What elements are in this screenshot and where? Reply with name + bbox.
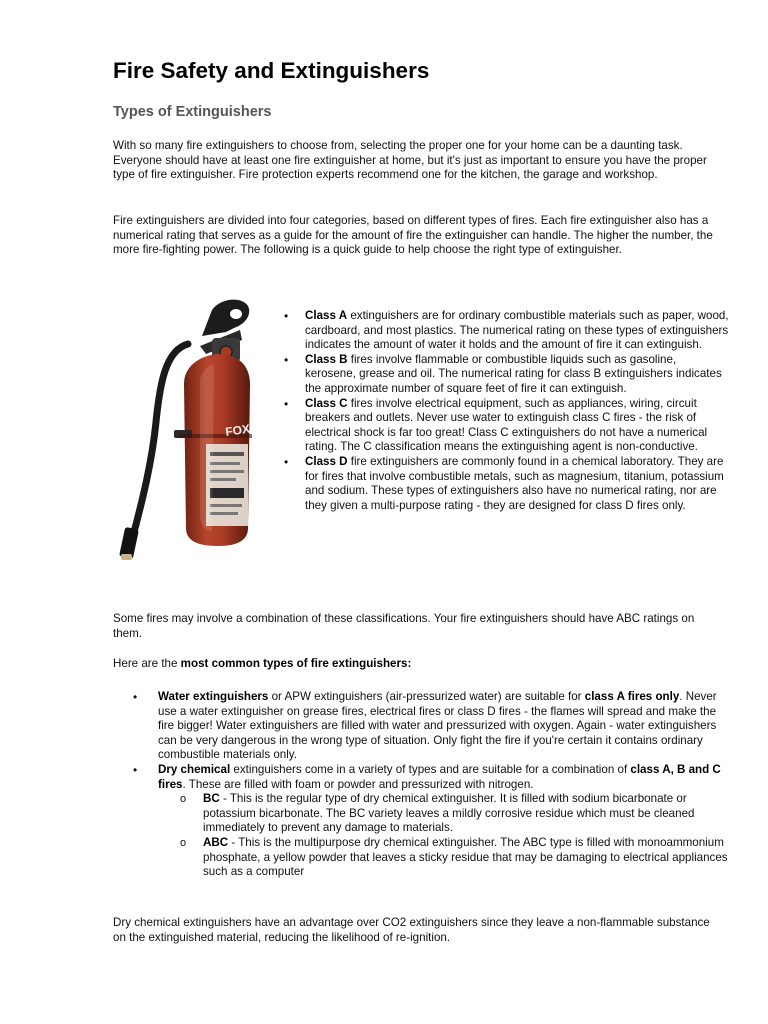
list-item-water	[133, 690, 729, 763]
class-term: Class A	[305, 309, 348, 322]
section-heading: Types of Extinguishers	[113, 104, 272, 120]
sublist-item-bc	[158, 792, 729, 836]
combination-paragraph: Some fires may involve a combination of these classifications. Your fire extinguishers should have ABC ratings on them.	[113, 612, 695, 640]
subtype-text: - This is the multipurpose dry chemical extinguisher. The ABC type is filled with monoammonium phosphate, a yellow powder that leaves a sticky residue that may be damaging to electrical appliances such as a computer	[203, 835, 728, 879]
common-types-prefix: Here are the	[113, 657, 181, 670]
class-description: extinguishers are for ordinary combustible materials such as paper, wood, cardboard, and most plastics. The numerical rating on these types of extinguishers indicates the amount of water it holds and the amount of fire it can extinguish.	[305, 309, 729, 352]
fire-extinguisher-image	[108, 292, 258, 572]
list-item-class-a	[284, 309, 730, 353]
closing-paragraph: Dry chemical extinguishers have an advantage over CO2 extinguishers since they leave a non-flammable substance on the extinguished material, reducing the likelihood of re-ignition.	[113, 916, 710, 944]
extinguisher-brand-label: FOX	[224, 421, 251, 439]
subtype-text: - This is the regular type of dry chemical extinguisher. It is filled with sodium bicarbonate or potassium bicarbonate. The BC variety leaves a mildly corrosive residue which must be cleaned immediately to prevent any damage to materials.	[203, 792, 695, 835]
class-term: Class B	[305, 352, 348, 366]
list-item-class-d	[284, 455, 730, 513]
common-types-intro	[113, 657, 725, 672]
extinguisher-class-list	[284, 309, 730, 513]
class-description: fires involve electrical equipment, such as appliances, wiring, circuit breakers and outlets. Never use water to extinguish class C fires - the risk of electrical shock is far too great! Class C extinguishers do not have a numerical rating. The C classification means the extinguishing agent is non-conductive.	[305, 396, 708, 454]
dry-chemical-sublist	[158, 792, 729, 880]
class-term: Class D	[305, 454, 348, 468]
common-types-bold: most common types of fire extinguishers:	[180, 657, 412, 670]
subtype-term: BC	[203, 792, 220, 806]
extinguisher-types-list	[133, 690, 729, 880]
sublist-item-abc	[158, 836, 729, 880]
type-bold: class A, B and C fires	[158, 762, 721, 791]
page-title: Fire Safety and Extinguishers	[113, 58, 430, 83]
categories-paragraph: Fire extinguishers are divided into four categories, based on different types of fires. Each fire extinguisher also has a numerical rating that serves as a guide for the amount of fire the extinguisher can handle. The higher the number, the more fire-fighting power. The following is a quick guide to help choose the right type of extinguisher.	[113, 214, 713, 257]
list-item-class-b	[284, 353, 730, 397]
type-term: Dry chemical	[158, 762, 231, 776]
type-text: . These are filled with foam or powder and pressurized with nitrogen.	[182, 777, 534, 791]
type-text: . Never use a water extinguisher on grease fires, electrical fires or class D fires - the flames will spread and make the fire bigger! Water extinguishers are filled with water and pressurized with oxygen. Again - water extinguishers can be very dangerous in the wrong type of situation. Only fight the fire if you're certain it contains ordinary combustible materials only.	[158, 690, 717, 762]
type-term: Water extinguishers	[158, 690, 269, 703]
list-item-class-c	[284, 397, 730, 455]
class-term: Class C	[305, 396, 348, 410]
type-text: or APW extinguishers (air-pressurized water) are suitable for	[268, 690, 585, 703]
class-description: fire extinguishers are commonly found in a chemical laboratory. They are for fires that involve combustible metals, such as magnesium, titanium, potassium and sodium. These types of extinguishers also have no numerical rating, nor are they given a multi-purpose rating - they are designed for class D fires only.	[305, 454, 724, 512]
list-item-dry-chemical	[133, 763, 729, 880]
class-description: fires involve flammable or combustible liquids such as gasoline, kerosene, grease and oil. The numerical rating for class B extinguishers indicates the approximate number of square feet of fire it can extinguish.	[305, 352, 722, 395]
type-text: extinguishers come in a variety of types and are suitable for a combination of	[230, 762, 631, 776]
subtype-term: ABC	[203, 835, 229, 849]
type-bold: class A fires only	[584, 690, 680, 703]
intro-paragraph: With so many fire extinguishers to choose from, selecting the proper one for your home can be a daunting task. Everyone should have at least one fire extinguisher at home, but it's just as important to ensure you have the proper type of fire extinguisher. Fire protection experts recommend one for the kitchen, the garage and workshop.	[113, 139, 707, 182]
